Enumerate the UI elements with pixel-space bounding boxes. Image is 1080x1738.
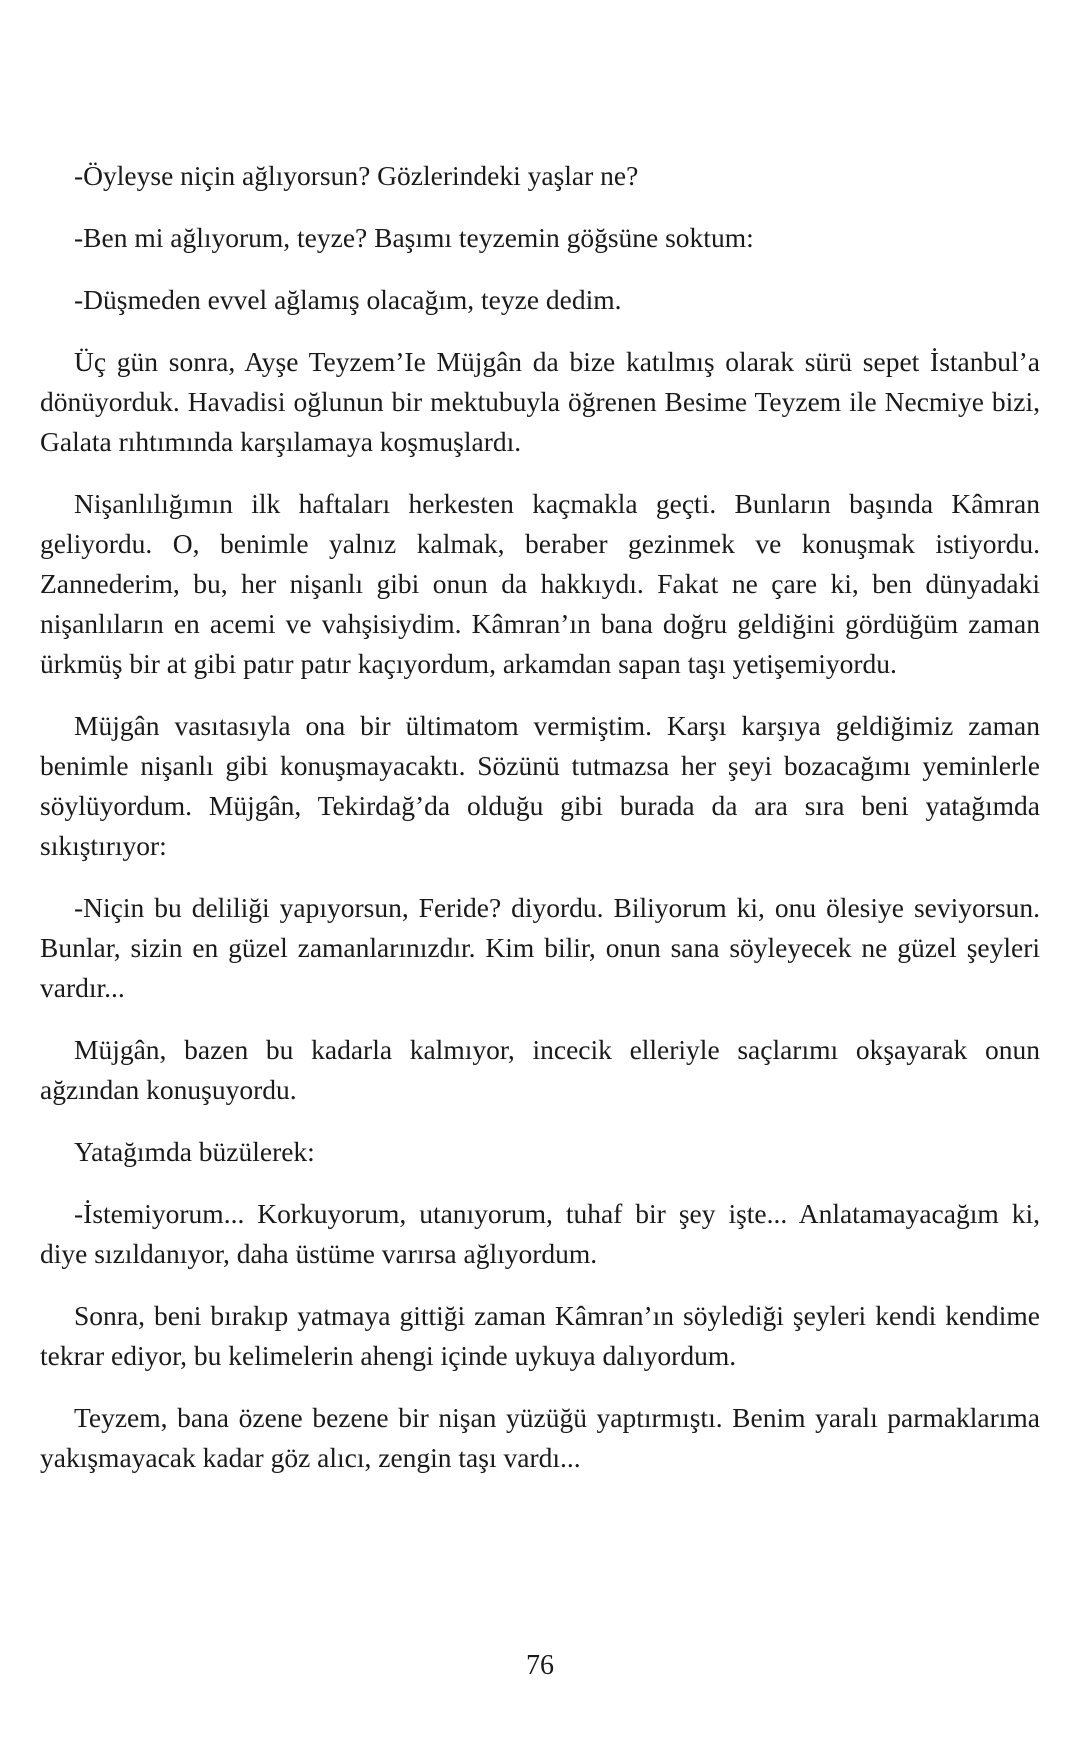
- paragraph: Sonra, beni bırakıp yatmaya gittiği zaman Kâmran’ın söylediği şeyleri kendi kendime tekrar ediyor, bu kelimelerin ahengi içinde uykuya dalıyordum.: [40, 1300, 1040, 1371]
- paragraph: -Düşmeden evvel ağlamış olacağım, teyze dedim.: [74, 284, 622, 315]
- page-text: [40, 156, 1040, 1500]
- paragraph: Müjgân vasıtasıyla ona bir ültimatom vermiştim. Karşı karşıya geldiğimiz zaman benimle nişanlı gibi konuşmayacaktı. Sözünü tutmazsa her şeyi bozacağımı yeminlerle söylüyordum. Müjgân, Tekirdağ’da olduğu gibi burada da ara sıra beni yatağımda sıkıştırıyor:: [40, 710, 1040, 861]
- paragraph: -Ben mi ağlıyorum, teyze? Başımı teyzemin göğsüne soktum:: [74, 222, 754, 253]
- paragraph: -İstemiyorum... Korkuyorum, utanıyorum, tuhaf bir şey işte... Anlatamayacağım ki, diye sızıldanıyor, daha üstüme varırsa ağlıyordum.: [40, 1198, 1040, 1269]
- paragraph: Nişanlılığımın ilk haftaları herkesten kaçmakla geçti. Bunların başında Kâmran geliyordu. O, benimle yalnız kalmak, beraber gezinmek ve konuşmak istiyordu. Zannederim, bu, her nişanlı gibi onun da hakkıydı. Fakat ne çare ki, ben dünyadaki nişanlıların en acemi ve vahşisiydim. Kâmran’ın bana doğru geldiğini gördüğüm zaman ürkmüş bir at gibi patır patır kaçıyordum, arkamdan sapan taşı yetişemiyordu.: [40, 488, 1040, 679]
- page-number: 76: [526, 1650, 554, 1681]
- paragraph: Üç gün sonra, Ayşe Teyzem’Ie Müjgân da bize katılmış olarak sürü sepet İstanbul’a dönüyorduk. Havadisi oğlunun bir mektubuyla öğrenen Besime Teyzem ile Necmiye bizi, Galata rıhtımında karşılamaya koşmuşlardı.: [40, 346, 1040, 457]
- paragraph: Müjgân, bazen bu kadarla kalmıyor, incecik elleriyle saçlarımı okşayarak onun ağzından konuşuyordu.: [40, 1034, 1040, 1105]
- paragraph: -Öyleyse niçin ağlıyorsun? Gözlerindeki yaşlar ne?: [74, 160, 639, 191]
- paragraph: Teyzem, bana özene bezene bir nişan yüzüğü yaptırmıştı. Benim yaralı parmaklarıma yakışmayacak kadar göz alıcı, zengin taşı vardı...: [40, 1402, 1040, 1473]
- paragraph: -Niçin bu deliliği yapıyorsun, Feride? diyordu. Biliyorum ki, onu ölesiye seviyorsun. Bunlar, sizin en güzel zamanlarınızdır. Kim bilir, onun sana söyleyecek ne güzel şeyleri vardır...: [40, 892, 1040, 1003]
- paragraph: Yatağımda büzülerek:: [74, 1136, 315, 1167]
